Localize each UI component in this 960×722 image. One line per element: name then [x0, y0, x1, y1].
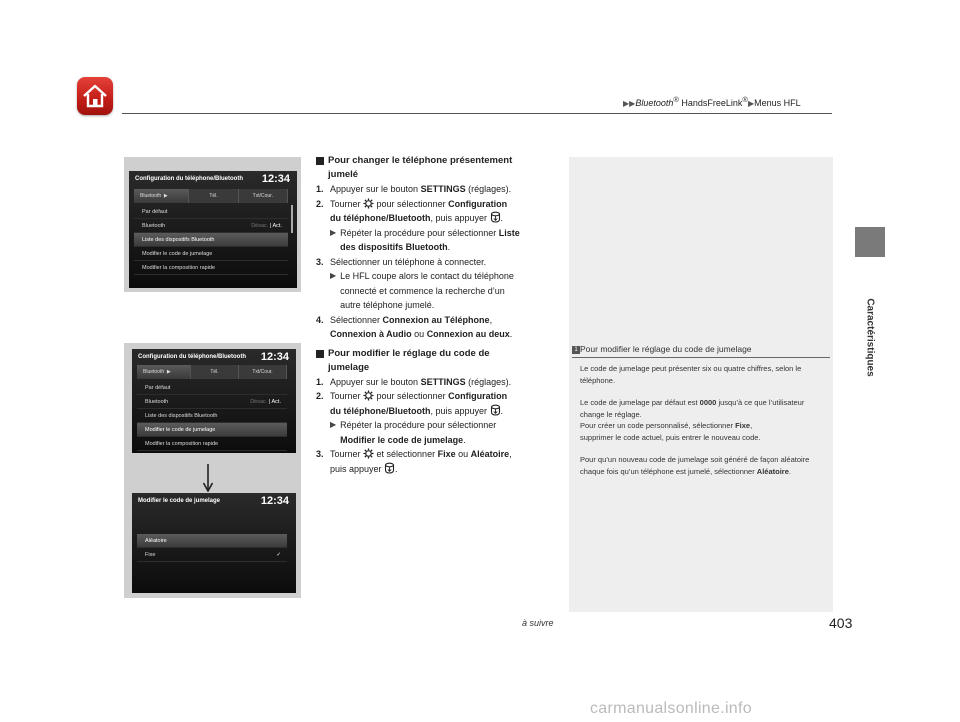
screen-row-device-list[interactable]: Liste des dispositifs Bluetooth [134, 233, 288, 247]
screen-option-fixed[interactable]: Fixe ✓ [137, 548, 287, 562]
screen-display [132, 349, 296, 453]
down-arrow-icon [203, 464, 213, 492]
screen-row-speed-dial[interactable]: Modifier la composition rapide [137, 437, 287, 451]
screen-title: Modifier le code de jumelage [138, 498, 221, 504]
screen-display [129, 171, 297, 288]
section-square-icon [316, 157, 324, 165]
step-3: 3. Sélectionner un téléphone à connecter. [316, 256, 487, 267]
note-ref-mark: 1 [572, 346, 580, 354]
step-3: 3. Tourner et sélectionner Fixe ou Aléatoire, puis appuyer . [316, 449, 512, 474]
breadcrumb-menus-hfl[interactable]: Menus HFL [754, 98, 801, 108]
section-heading-pair-code: Pour modifier le réglage du code de jumelage [316, 347, 556, 375]
screen-tab-bluetooth[interactable]: Bluetooth ▶ [137, 365, 191, 379]
note-paragraph: Pour qu’un nouveau code de jumelage soit généré de façon aléatoire chaque fois qu’un téléphone est jumelé, sélectionner Aléatoire. [580, 455, 810, 476]
instructions-column [316, 154, 556, 476]
page-number: 403 [829, 615, 853, 631]
step-4: 4. Sélectionner Connexion au Téléphone, Connexion à Audio ou Connexion au deux. [316, 314, 513, 339]
watermark: carmanualsonline.info [590, 700, 752, 717]
screenshot-config-phone-1 [124, 157, 301, 292]
screen-tab-txt[interactable]: Txt/Cour. [239, 189, 288, 203]
step-2: 2. Tourner pour sélectionner Configuration du téléphone/Bluetooth, puis appuyer . [316, 198, 508, 223]
screen-title: Configuration du téléphone/Bluetooth [138, 354, 246, 360]
screen-option-random[interactable]: Aléatoire [137, 534, 287, 548]
press-knob-icon [490, 404, 501, 416]
home-icon [82, 84, 108, 108]
breadcrumb-arrows: ▶▶ [623, 99, 636, 108]
step-3-sub: ▶ Le HFL coupe alors le contact du téléphone connecté et commence la recherche d’un autre téléphone jumelé. [316, 269, 556, 313]
section-square-icon [316, 350, 324, 358]
press-knob-icon [490, 211, 501, 223]
screen-row-pair-code[interactable]: Modifier le code de jumelage [134, 247, 288, 261]
note-body [580, 363, 824, 488]
screen-row-device-list[interactable]: Liste des dispositifs Bluetooth [137, 409, 287, 423]
screen-tab-bluetooth[interactable]: Bluetooth ▶ [134, 189, 189, 203]
screen-tab-txt[interactable]: Txt/Cour. [239, 365, 287, 379]
screen-clock: 12:34 [261, 173, 290, 185]
screen-row-default[interactable]: Par défaut [137, 381, 287, 395]
selector-knob-icon [363, 390, 374, 401]
home-button[interactable] [77, 77, 113, 115]
screen-tab-tel[interactable]: Tél. [189, 189, 238, 203]
screen-tab-tel[interactable]: Tél. [191, 365, 239, 379]
screen-row-bluetooth[interactable]: Bluetooth Désac. | Act. [134, 219, 288, 233]
step-2: 2. Tourner pour sélectionner Configuration du téléphone/Bluetooth, puis appuyer . [316, 391, 508, 416]
breadcrumb: ▶▶Bluetooth® HandsFreeLink®▶Menus HFL [623, 95, 801, 108]
note-paragraph: Le code de jumelage peut présenter six ou quatre chiffres, selon le téléphone. [580, 364, 802, 385]
screen-row-pair-code[interactable]: Modifier le code de jumelage [137, 423, 287, 437]
selector-knob-icon [363, 198, 374, 209]
selector-knob-icon [363, 448, 374, 459]
screen-clock: 12:34 [260, 495, 289, 507]
screen-row-speed-dial[interactable]: Modifier la composition rapide [134, 261, 288, 275]
screen-clock: 12:34 [260, 351, 289, 363]
triangle-bullet-icon: ▶ [330, 271, 337, 280]
breadcrumb-bluetooth[interactable]: Bluetooth [635, 98, 674, 108]
screen-scrollbar[interactable] [291, 205, 293, 233]
step-1: 1. Appuyer sur le bouton SETTINGS (réglages). [316, 184, 512, 194]
press-knob-icon [384, 462, 395, 474]
note-heading: 1 Pour modifier le réglage du code de jumelage [572, 344, 832, 354]
step-2-sub: ▶ Répéter la procédure pour sélectionner Liste des dispositifs Bluetooth. [316, 226, 556, 255]
screen-row-bluetooth[interactable]: Bluetooth Désac. | Act. [137, 395, 287, 409]
header-divider [122, 113, 832, 114]
section-heading-change-phone: Pour changer le téléphone présentement jumelé [316, 154, 556, 182]
screen-pair-code [132, 493, 296, 593]
triangle-bullet-icon: ▶ [330, 420, 337, 429]
screen-tabs [137, 365, 287, 379]
chapter-label: Caractéristiques [864, 298, 876, 377]
continued-label: à suivre [522, 618, 554, 628]
check-icon: ✓ [276, 551, 281, 558]
screenshot-config-phone-2 [124, 343, 301, 598]
note-paragraph: Le code de jumelage par défaut est 0000 jusqu’à ce que l’utilisateur change le réglage. Pour créer un code personnalisé, sélectionner Fixe, supprimer le code actuel, puis entrer le nouveau code. [580, 398, 805, 442]
screen-row-default[interactable]: Par défaut [134, 205, 288, 219]
chapter-tab[interactable] [855, 227, 885, 257]
breadcrumb-handsfreelink[interactable]: HandsFreeLink [681, 98, 743, 108]
note-divider [572, 357, 830, 358]
screen-tabs [134, 189, 288, 203]
step-1: 1. Appuyer sur le bouton SETTINGS (réglages). [316, 376, 512, 387]
triangle-bullet-icon: ▶ [330, 227, 337, 237]
step-2-sub: ▶ Répéter la procédure pour sélectionner Modifier le code de jumelage. [316, 418, 556, 447]
screen-title: Configuration du téléphone/Bluetooth [135, 176, 243, 182]
